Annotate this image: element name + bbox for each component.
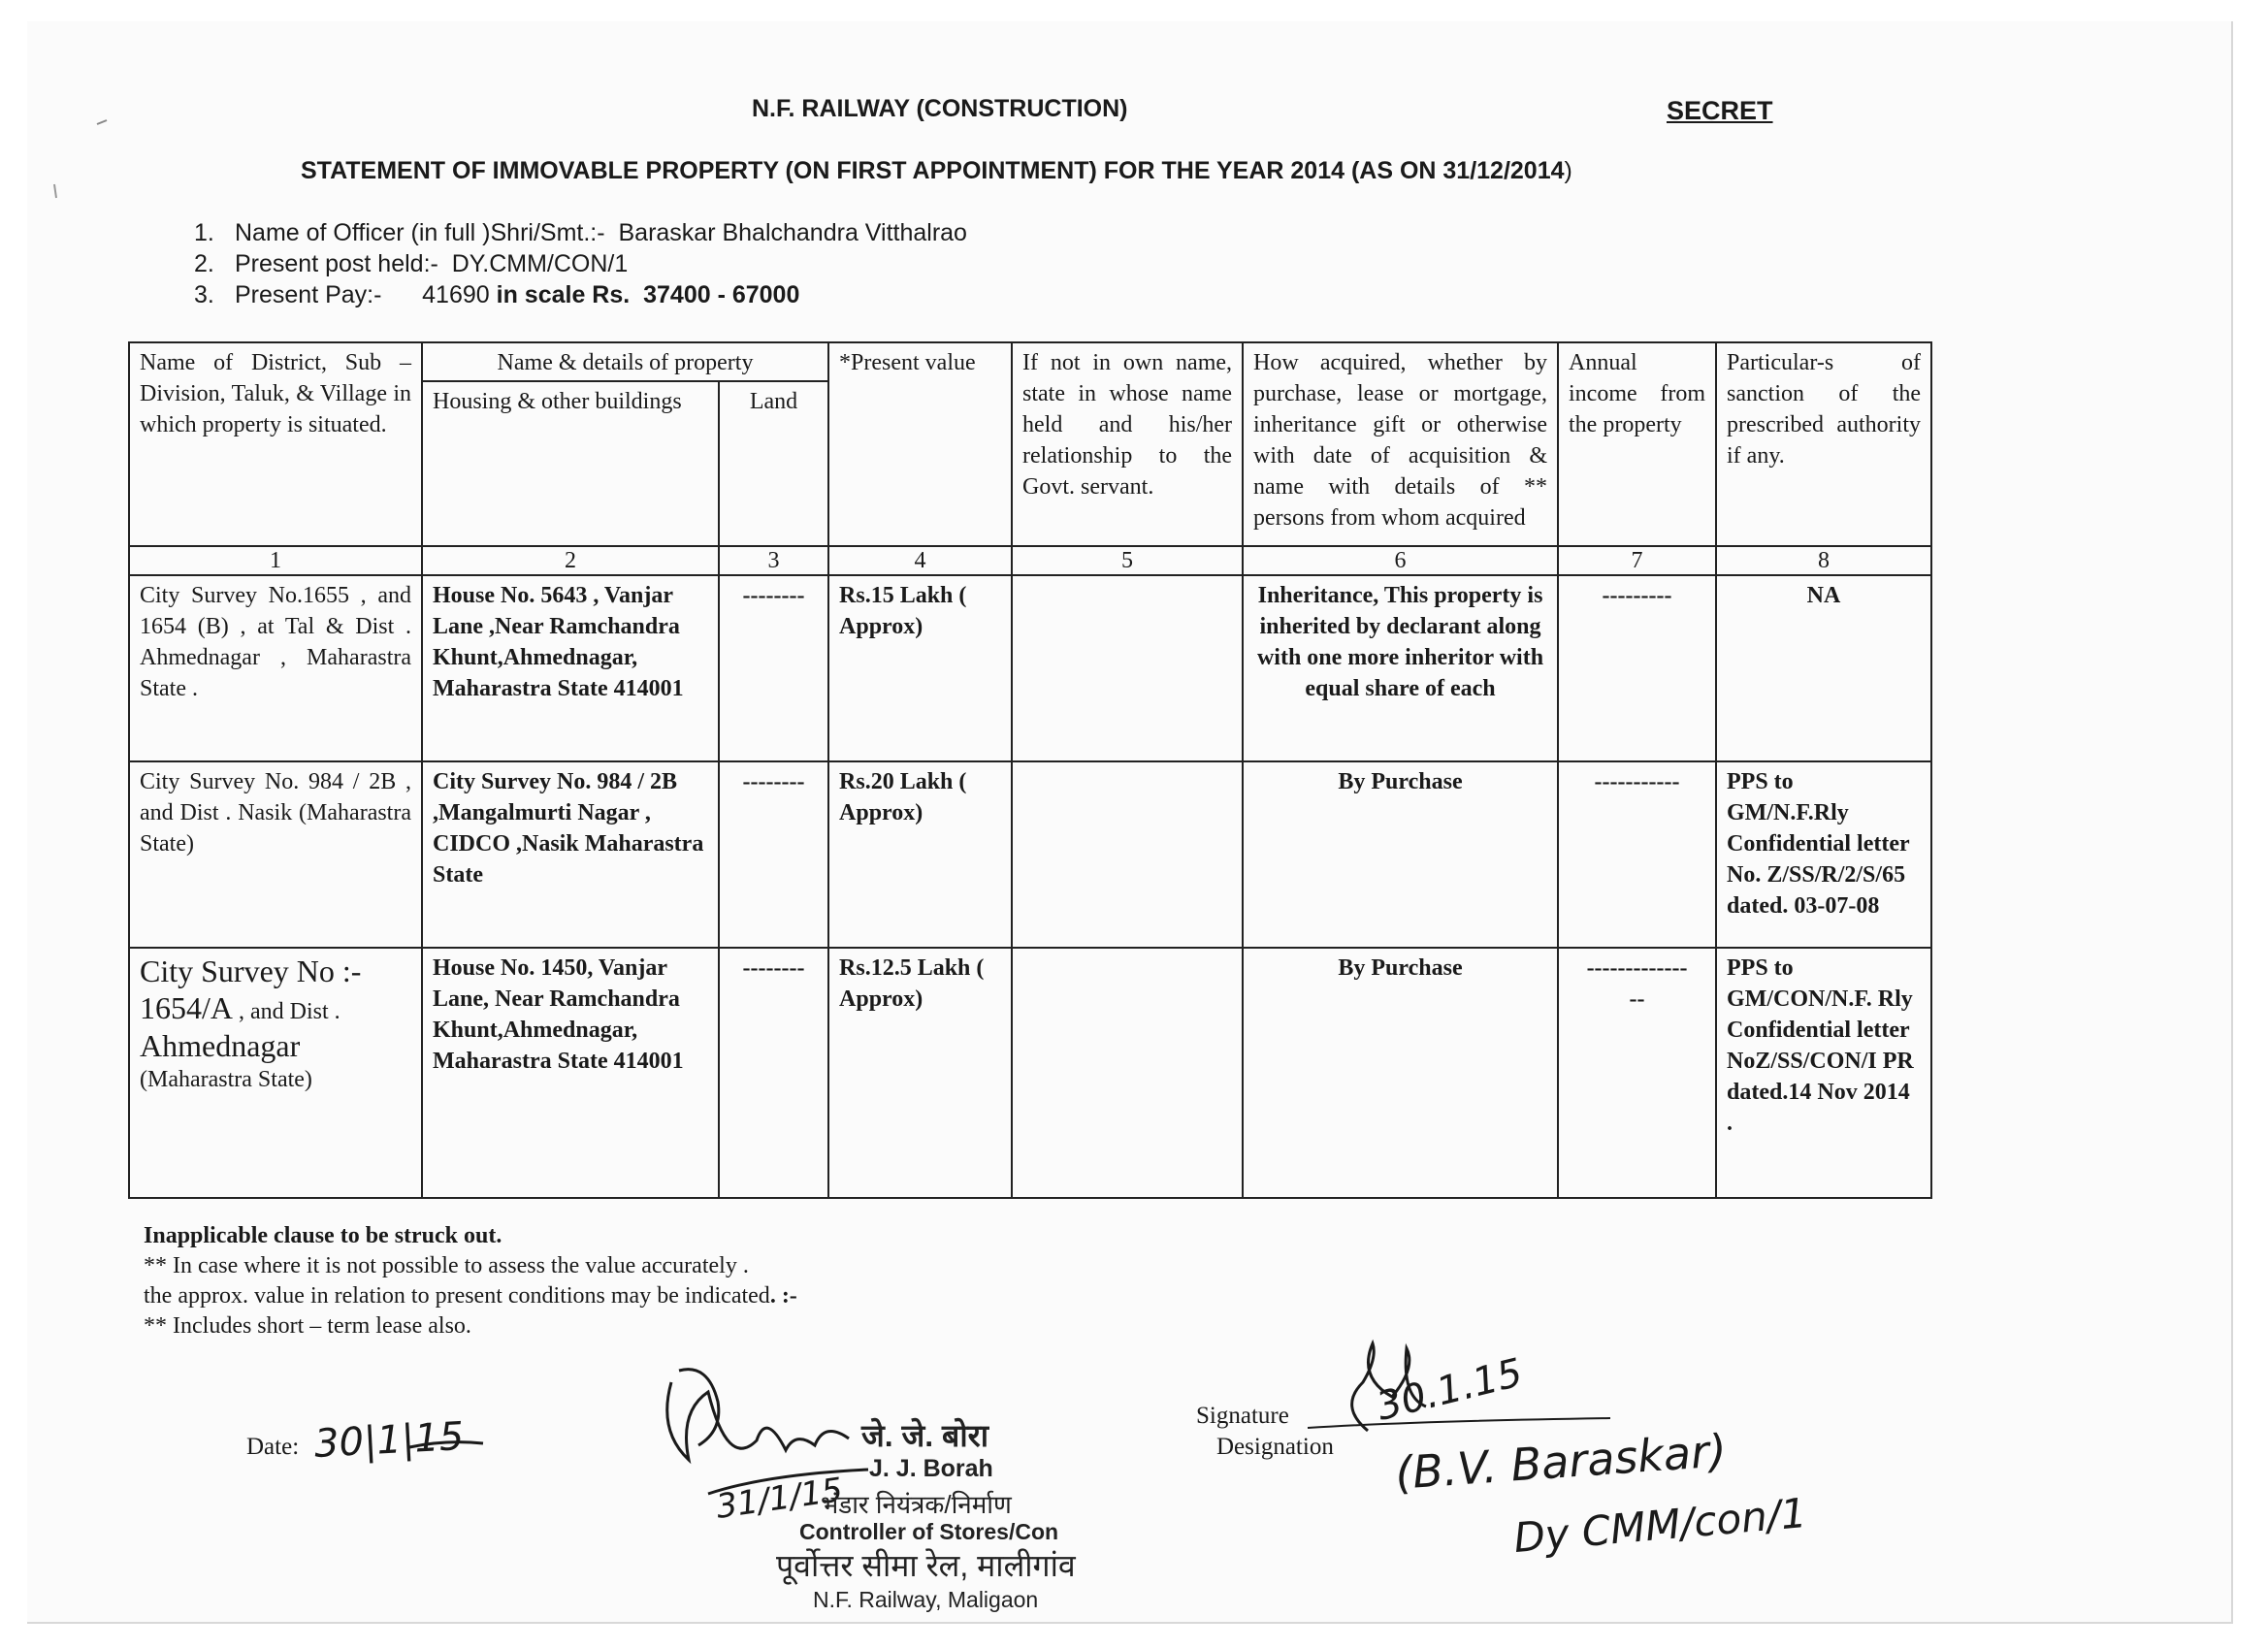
post-held-label: Present post held:- — [235, 250, 438, 277]
note-line: ** In case where it is not possible to assess the value accurately . — [144, 1253, 749, 1278]
row-land: -------- — [719, 761, 828, 948]
item-number: 3. — [194, 281, 214, 308]
table-header-row — [129, 342, 1931, 381]
present-pay-value: 41690 — [422, 281, 490, 308]
row-acquired: By Purchase — [1243, 948, 1558, 1198]
row-sanction: PPS to GM/CON/N.F. Rly Confidential letter NoZ/SS/CON/I PR dated.14 Nov 2014 . — [1716, 948, 1931, 1198]
district-line: Ahmednagar — [140, 1028, 301, 1063]
row-land: -------- — [719, 948, 828, 1198]
pay-scale-value: 37400 - 67000 — [643, 281, 800, 308]
note-text: the approx. value in relation to present conditions may be indicated — [144, 1283, 770, 1309]
organization-heading: N.F. RAILWAY (CONSTRUCTION) — [752, 95, 1128, 122]
row-acquired: Inheritance, This property is inherited by declarant along with one more inheritor with equal share of each — [1243, 575, 1558, 761]
district-line: City Survey No :- — [140, 954, 362, 988]
row-sanction: NA — [1716, 575, 1931, 761]
district-dist-text: , and Dist . — [239, 999, 340, 1024]
item-number: 1. — [194, 219, 214, 246]
stamp-hindi-org: पूर्वोत्तर सीमा रेल, मालीगांव — [776, 1548, 1076, 1583]
header-how-acquired: How acquired, whether by purchase, lease or mortgage, inheritance gift or otherwise with date of acquisition & name with details of ** persons from whom acquired — [1243, 342, 1558, 546]
header-housing: Housing & other buildings — [422, 381, 719, 546]
post-held-line — [194, 250, 628, 278]
row-sanction: PPS to GM/N.F.Rly Confidential letter No. Z/SS/R/2/S/65 dated. 03-07-08 — [1716, 761, 1931, 948]
inapplicable-note: Inapplicable clause to be struck out. — [144, 1223, 502, 1248]
district-survey-number: 1654/A — [140, 990, 233, 1025]
signature-label: Signature — [1196, 1403, 1289, 1429]
stamp-hindi-name: जे. जे. बोरा — [861, 1418, 988, 1453]
note-end: . :- — [769, 1283, 797, 1309]
row-income: ----------- — [1558, 761, 1716, 948]
income-dash-line: ------------- — [1586, 955, 1688, 981]
table-row — [129, 761, 1931, 948]
row-not-own — [1012, 948, 1243, 1198]
table-row — [129, 948, 1931, 1198]
scan-mark-icon — [93, 114, 113, 134]
row-income — [1558, 948, 1716, 1198]
row-housing: City Survey No. 984 / 2B ,Mangalmurti Nagar , CIDCO ,Nasik Maharastra State — [422, 761, 719, 948]
column-number-row — [129, 546, 1931, 575]
row-district: City Survey No. 984 / 2B , and Dist . Nasik (Maharastra State) — [129, 761, 422, 948]
district-line: (Maharastra State) — [140, 1067, 312, 1092]
post-held-value: DY.CMM/CON/1 — [451, 250, 629, 277]
present-pay-line — [194, 281, 799, 309]
statement-title — [301, 157, 1572, 185]
signatory-designation: Dy CMM/con/1 — [1511, 1488, 1809, 1563]
property-table — [128, 341, 1932, 1199]
row-land: -------- — [719, 575, 828, 761]
header-particulars: Particular-s of sanction of the prescribed authority if any. — [1716, 342, 1931, 546]
signatory-name: (B.V. Baraskar) — [1393, 1424, 1729, 1500]
header-annual-income: Annual income from the property — [1558, 342, 1716, 546]
income-dash-line: -- — [1629, 986, 1645, 1012]
officer-name-label: Name of Officer (in full )Shri/Smt.:- — [235, 219, 605, 246]
present-pay-label: Present Pay:- — [235, 281, 382, 308]
row-district: City Survey No.1655 , and 1654 (B) , at Tal & Dist . Ahmednagar , Maharastra State . — [129, 575, 422, 761]
signature-date: 30.1.15 — [1372, 1350, 1527, 1430]
header-present-value: *Present value — [828, 342, 1012, 546]
stamp-title: Controller of Stores/Con — [799, 1519, 1059, 1544]
column-number: 7 — [1558, 546, 1716, 575]
stamp-name: J. J. Borah — [869, 1455, 993, 1482]
pay-scale-label: in scale Rs. — [496, 281, 631, 308]
note-line — [144, 1280, 797, 1311]
header-land: Land — [719, 381, 828, 546]
item-number: 2. — [194, 250, 214, 277]
row-housing: House No. 5643 , Vanjar Lane ,Near Ramchandra Khunt,Ahmednagar, Maharastra State 414001 — [422, 575, 719, 761]
classification-label: SECRET — [1667, 96, 1773, 125]
row-value: Rs.20 Lakh ( Approx) — [828, 761, 1012, 948]
row-value: Rs.15 Lakh ( Approx) — [828, 575, 1012, 761]
stamp-hindi-title: भंडार नियंत्रक/निर्माण — [821, 1490, 1012, 1519]
scan-mark-icon — [49, 180, 68, 204]
row-not-own — [1012, 761, 1243, 948]
header-name-details: Name & details of property — [422, 342, 828, 381]
countersign-date: 31/1/15 — [713, 1471, 846, 1527]
row-district — [129, 948, 422, 1198]
row-not-own — [1012, 575, 1243, 761]
row-housing: House No. 1450, Vanjar Lane, Near Ramchandra Khunt,Ahmednagar, Maharastra State 414001 — [422, 948, 719, 1198]
statement-title-text: STATEMENT OF IMMOVABLE PROPERTY (ON FIRST APPOINTMENT) FOR THE YEAR 2014 (AS ON 31/12/2014 — [301, 157, 1565, 184]
column-number: 8 — [1716, 546, 1931, 575]
row-acquired: By Purchase — [1243, 761, 1558, 948]
column-number: 5 — [1012, 546, 1243, 575]
row-income: --------- — [1558, 575, 1716, 761]
column-number: 4 — [828, 546, 1012, 575]
column-number: 2 — [422, 546, 719, 575]
column-number: 6 — [1243, 546, 1558, 575]
header-district: Name of District, Sub – Division, Taluk, & Village in which property is situated. — [129, 342, 422, 546]
date-underline-icon — [407, 1436, 485, 1455]
row-value: Rs.12.5 Lakh ( Approx) — [828, 948, 1012, 1198]
date-label: Date: — [246, 1434, 300, 1460]
statement-title-paren: ) — [1564, 157, 1572, 184]
column-number: 3 — [719, 546, 828, 575]
officer-name-line — [194, 219, 967, 247]
column-number: 1 — [129, 546, 422, 575]
district-line — [140, 989, 411, 1027]
note-line: ** Includes short – term lease also. — [144, 1313, 471, 1339]
header-not-own-name: If not in own name, state in whose name held and his/her relationship to the Govt. servant. — [1012, 342, 1243, 546]
designation-label: Designation — [1216, 1434, 1334, 1460]
table-row — [129, 575, 1931, 761]
handwritten-date: 30|1|15 — [312, 1413, 466, 1468]
officer-name-value: Baraskar Bhalchandra Vitthalrao — [618, 219, 967, 246]
stamp-org: N.F. Railway, Maligaon — [813, 1587, 1039, 1612]
